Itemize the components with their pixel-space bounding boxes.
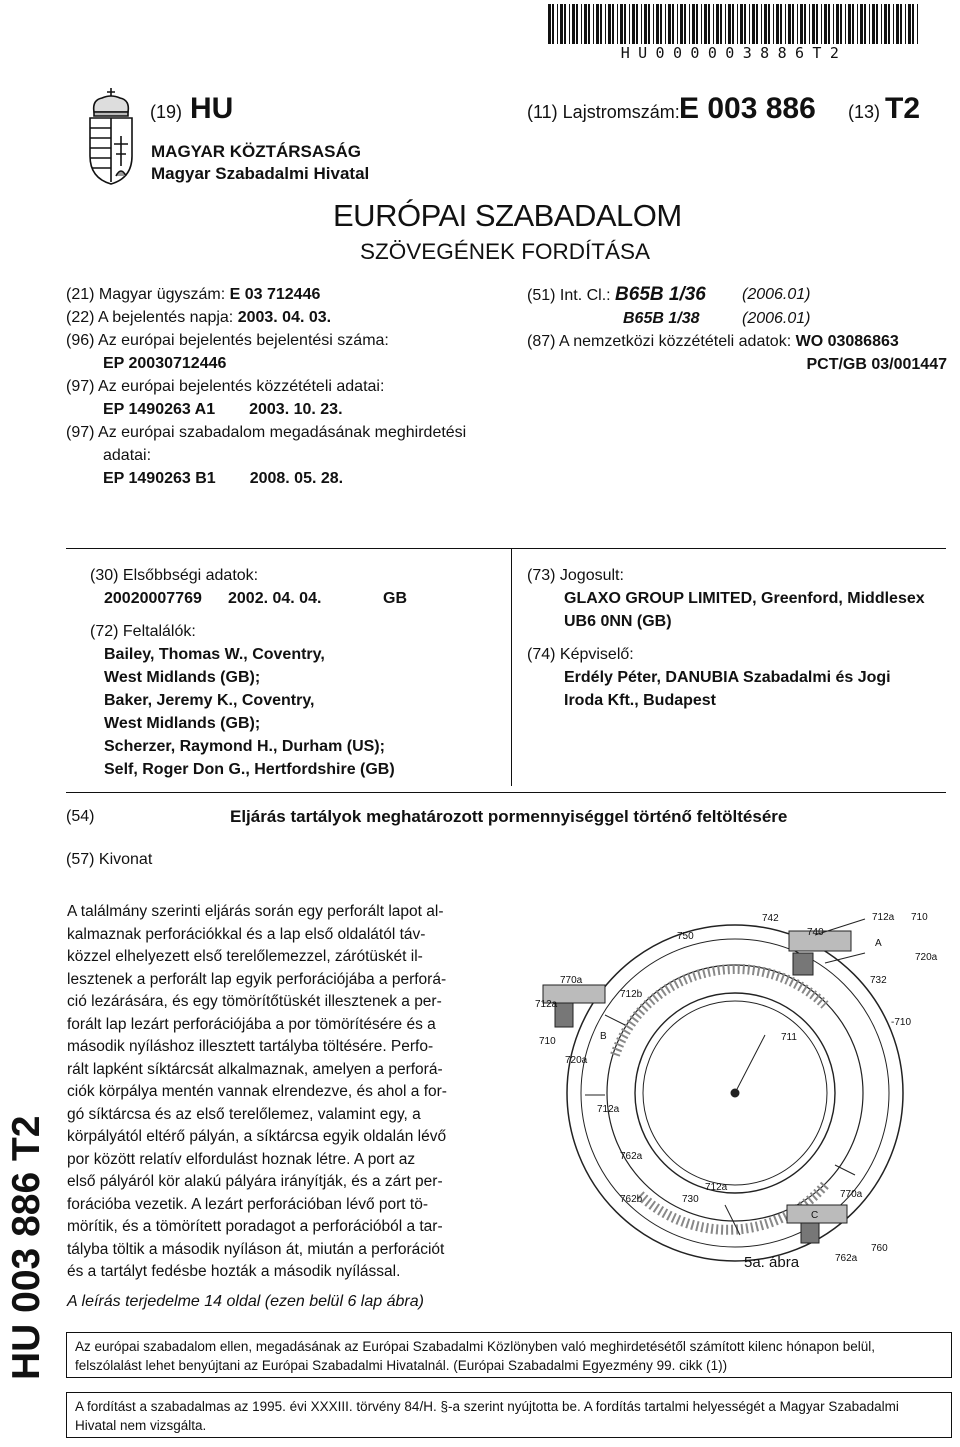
barcode-bar — [704, 4, 707, 44]
barcode-bar — [912, 4, 914, 44]
abstract-line: második nyíláshoz illesztett tartályba töltésére. Perfo- — [67, 1038, 434, 1055]
barcode-bar — [548, 4, 551, 44]
barcode-bar — [725, 4, 726, 44]
svg-text:762a: 762a — [835, 1253, 858, 1264]
svg-text:712a: 712a — [705, 1182, 728, 1193]
field-30-label: (30) Elsőbbségi adatok: — [90, 567, 259, 584]
barcode-bar — [660, 4, 662, 44]
svg-text:750: 750 — [677, 931, 694, 942]
barcode-bar — [900, 4, 902, 44]
svg-text:762b: 762b — [620, 1194, 643, 1205]
invention-title: Eljárás tartályok meghatározott pormennyiséggel történő feltöltésére — [230, 807, 788, 826]
barcode-bar — [708, 4, 710, 44]
extent-note: A leírás terjedelme 14 oldal (ezen belül 6 lap ábra) — [67, 1293, 424, 1310]
barcode-bar — [620, 4, 623, 44]
barcode-bar — [713, 4, 714, 44]
owner: GLAXO GROUP LIMITED, Greenford, Middlesex UB6 0NN (GB) — [564, 590, 925, 630]
barcode-bar — [744, 4, 746, 44]
barcode-bar — [581, 4, 582, 44]
parties-bottom-rule — [66, 792, 946, 793]
office-line-1: MAGYAR KÖZTÁRSASÁG — [151, 142, 361, 161]
barcode-text: HU000003886T2 — [620, 44, 848, 62]
barcode-bar — [689, 4, 690, 44]
barcode-bar — [785, 4, 786, 44]
svg-text:712a: 712a — [872, 912, 895, 923]
barcode-bar — [917, 4, 918, 44]
document-subtitle: SZÖVEGÉNEK FORDÍTÁSA — [360, 239, 651, 264]
inventor-line: West Midlands (GB); — [104, 715, 261, 732]
svg-text:762a: 762a — [620, 1151, 643, 1162]
svg-text:740: 740 — [807, 927, 824, 938]
inventors-list — [90, 643, 500, 781]
code13-label: (13) — [848, 102, 881, 122]
field-21: (21) Magyar ügyszám: E 03 712446 — [66, 286, 321, 303]
barcode — [548, 4, 920, 44]
barcode-bar — [593, 4, 594, 44]
kind-code: T2 — [885, 92, 921, 125]
abstract-line: közzel elhelyezett első terelőlemezzel, zárótüskét il- — [67, 948, 423, 965]
barcode-bar — [888, 4, 890, 44]
svg-text:712a: 712a — [535, 999, 558, 1010]
field-73-label: (73) Jogosult: — [527, 567, 624, 584]
inventor-line: Self, Roger Don G., Hertfordshire (GB) — [104, 761, 395, 778]
barcode-bar — [684, 4, 686, 44]
barcode-bar — [908, 4, 911, 44]
barcode-bar — [716, 4, 719, 44]
abstract-line: A találmány szerinti eljárás során egy perforált lapot al- — [67, 903, 444, 920]
barcode-bar — [893, 4, 894, 44]
barcode-bar — [636, 4, 638, 44]
barcode-bar — [821, 4, 822, 44]
barcode-bar — [569, 4, 570, 44]
field-30-value: 20020007769 2002. 04. 04. GB — [104, 590, 407, 607]
svg-text:-710: -710 — [891, 1017, 912, 1028]
inventor-line: Scherzer, Raymond H., Durham (US); — [104, 738, 385, 755]
barcode-bar — [692, 4, 695, 44]
barcode-bar — [576, 4, 578, 44]
barcode-bar — [852, 4, 854, 44]
barcode-bar — [848, 4, 851, 44]
svg-text:712a: 712a — [597, 1104, 620, 1115]
barcode-bar — [776, 4, 779, 44]
field-87-pct: PCT/GB 03/001447 — [806, 356, 947, 373]
barcode-bar — [824, 4, 827, 44]
barcode-bar — [756, 4, 758, 44]
barcode-bar — [896, 4, 899, 44]
priority-and-inventors — [90, 564, 500, 781]
svg-text:730: 730 — [682, 1194, 699, 1205]
barcode-bar — [752, 4, 755, 44]
svg-text:742: 742 — [762, 913, 779, 924]
abstract-line: körpályától eltérő pályán, a síktárcsa egyik oldalán lévő — [67, 1128, 447, 1145]
barcode-bar — [656, 4, 659, 44]
notice-translation: A fordítást a szabadalmas az 1995. évi XXXIII. törvény 84/H. §-a szerint nyújtotta be. A fordítás tartalmi helyességét a Magyar Szabadalmi Hivatal nem vizsgálta. — [66, 1392, 952, 1438]
barcode-bar — [764, 4, 767, 44]
abstract-line: forált lap lezárt perforációjába a por tömörítésére és a — [67, 1015, 436, 1033]
svg-text:711: 711 — [781, 1032, 797, 1043]
field-97b-label-1: (97) Az európai szabadalom megadásának meghirdetési — [66, 424, 467, 441]
field-96-value: EP 20030712446 — [103, 355, 227, 372]
barcode-bar — [836, 4, 839, 44]
barcode-bar — [872, 4, 875, 44]
barcode-bar — [797, 4, 798, 44]
abstract-line: ciók körpálya mentén vannak elrendezve, és ahol a for- — [67, 1083, 447, 1100]
barcode-bar — [812, 4, 815, 44]
abstract-line: por között relatív elfordulást hoznak létre. A port az — [67, 1150, 416, 1168]
barcode-bar — [560, 4, 563, 44]
field-74-label: (74) Képviselő: — [527, 646, 634, 663]
abstract-line: kalmaznak perforációkkal és a lap első oldalától táv- — [67, 925, 426, 943]
svg-text:710: 710 — [539, 1036, 556, 1047]
barcode-bar — [557, 4, 558, 44]
abstract-line: ció lezárására, és egy tömörítőtüskét illesztenek a per- — [67, 993, 442, 1010]
svg-text:720a: 720a — [565, 1055, 588, 1066]
barcode-bar — [788, 4, 791, 44]
abstract-line: lesztenek a perforált lap egyik perforációjába a perforá- — [67, 970, 447, 988]
barcode-bar — [672, 4, 674, 44]
field-54-label: (54) — [66, 808, 95, 825]
field-51-second: B65B 1/38 (2006.01) — [623, 310, 811, 327]
barcode-bar — [800, 4, 803, 44]
barcode-bar — [845, 4, 846, 44]
field-97a-value: EP 1490263 A1 2003. 10. 23. — [103, 401, 343, 418]
owner-and-agent — [527, 564, 947, 712]
svg-text:760: 760 — [871, 1243, 888, 1254]
barcode-bar — [648, 4, 650, 44]
abstract-line: és a tartályt fedésbe hozták a második nyílással. — [67, 1263, 401, 1280]
inventor-line: Baker, Jeremy K., Coventry, — [104, 692, 315, 709]
inventor-line: Bailey, Thomas W., Coventry, — [104, 646, 325, 663]
barcode-bar — [696, 4, 698, 44]
svg-text:710: 710 — [911, 912, 928, 923]
barcode-bar — [564, 4, 566, 44]
barcode-bar — [600, 4, 602, 44]
field-97b-value: EP 1490263 B1 2008. 05. 28. — [103, 470, 344, 487]
inventor-line: West Midlands (GB); — [104, 669, 261, 686]
barcode-bar — [605, 4, 606, 44]
barcode-bar — [792, 4, 794, 44]
field-22: (22) A bejelentés napja: 2003. 04. 03. — [66, 309, 332, 326]
barcode-bar — [644, 4, 647, 44]
svg-text:720a: 720a — [915, 952, 938, 963]
barcode-bar — [677, 4, 678, 44]
barcode-bar — [857, 4, 858, 44]
barcode-bar — [768, 4, 770, 44]
barcode-bar — [869, 4, 870, 44]
barcode-bar — [665, 4, 666, 44]
field-97a-label: (97) Az európai bejelentés közzétételi adatai: — [66, 378, 385, 395]
field-87: (87) A nemzetközi közzétételi adatok: WO 03086863 — [527, 333, 899, 350]
barcode-bar — [572, 4, 575, 44]
svg-text:732: 732 — [870, 975, 887, 986]
barcode-bar — [720, 4, 722, 44]
barcode-bar — [617, 4, 618, 44]
barcode-bar — [668, 4, 671, 44]
left-bibliographic-data — [66, 283, 506, 490]
barcode-bar — [596, 4, 599, 44]
registration-number: E 003 886 — [679, 92, 816, 125]
figure-caption: 5a. ábra — [744, 1254, 800, 1271]
field-97b-label-2: adatai: — [103, 447, 152, 464]
barcode-bar — [552, 4, 554, 44]
code19-label: (19) — [150, 102, 183, 122]
side-identifier-box — [4, 1115, 52, 1380]
document-title: EURÓPAI SZABADALOM — [333, 198, 682, 233]
barcode-bar — [804, 4, 806, 44]
barcode-bar — [864, 4, 866, 44]
barcode-bar — [728, 4, 731, 44]
barcode-bar — [653, 4, 654, 44]
svg-text:770a: 770a — [560, 975, 583, 986]
field-96-label: (96) Az európai bejelentés bejelentési száma: — [66, 332, 389, 349]
abstract-line: gó síktárcsa és az első terelőlemez, valamint egy, a — [67, 1105, 421, 1123]
coat-of-arms-logo — [80, 86, 142, 186]
barcode-bar — [905, 4, 906, 44]
abstract-line: rált lapként síktárcsát alkalmaznak, amelyen a perforá- — [67, 1060, 443, 1078]
barcode-bar — [809, 4, 810, 44]
barcode-bar — [701, 4, 702, 44]
barcode-bar — [740, 4, 743, 44]
barcode-bar — [632, 4, 635, 44]
parties-divider — [511, 548, 512, 786]
notice-opposition: Az európai szabadalom ellen, megadásának az Európai Szabadalmi Közlönyben való meghirdetésétől számított kilenc hónapon belül, felszólalást lehet benyújtani az Európai Szabadalmi Hivatalnál. (Európai Szabadalmi Egyezmény 99. cikk (1)) — [66, 1332, 952, 1378]
agent: Erdély Péter, DANUBIA Szabadalmi és Jogi Iroda Kft., Budapest — [564, 669, 891, 709]
barcode-bar — [828, 4, 830, 44]
field-51: (51) Int. Cl.: B65B 1/36 (2006.01) — [527, 284, 811, 305]
patent-figure-5a — [525, 905, 945, 1270]
barcode-bar — [761, 4, 762, 44]
barcode-bar — [641, 4, 642, 44]
abstract-line: forációba vezetik. A lezárt perforációban lévő port tö- — [67, 1195, 429, 1213]
barcode-bar — [833, 4, 834, 44]
barcode-bar — [881, 4, 882, 44]
abstract-line: mörítik, és a tömörített poradagot a perforációból a tar- — [67, 1218, 443, 1235]
field-72-label: (72) Feltalálók: — [90, 623, 196, 640]
barcode-bar — [816, 4, 818, 44]
abstract-line: tályba töltik a második nyíláson át, miután a perforációt — [67, 1240, 445, 1258]
barcode-bar — [737, 4, 738, 44]
side-identifier: HU 003 886 T2 — [5, 1115, 48, 1380]
svg-text:B: B — [600, 1031, 607, 1042]
barcode-bar — [884, 4, 887, 44]
barcode-bar — [584, 4, 587, 44]
barcode-bar — [588, 4, 590, 44]
field-57-label: (57) Kivonat — [66, 851, 153, 868]
parties-top-rule — [66, 548, 946, 549]
abstract-line: első pályáról kör alakú pályára irányítják, és a zárt per- — [67, 1173, 443, 1190]
barcode-bar — [680, 4, 683, 44]
svg-text:770a: 770a — [840, 1189, 863, 1200]
barcode-bar — [629, 4, 630, 44]
right-bibliographic-data — [527, 283, 947, 376]
office-line-2: Magyar Szabadalmi Hivatal — [151, 164, 370, 183]
abstract — [67, 901, 487, 1284]
barcode-bar — [624, 4, 626, 44]
barcode-bar — [732, 4, 734, 44]
barcode-bar — [612, 4, 614, 44]
barcode-bar — [773, 4, 774, 44]
svg-text:C: C — [811, 1210, 819, 1221]
barcode-bar — [840, 4, 842, 44]
barcode-bar — [860, 4, 863, 44]
barcode-bar — [608, 4, 611, 44]
barcode-bar — [780, 4, 782, 44]
svg-text:A: A — [875, 938, 882, 949]
code11-label: (11) Lajstromszám: — [527, 102, 680, 122]
country-code: HU — [190, 92, 234, 125]
barcode-bar — [876, 4, 878, 44]
barcode-bar — [749, 4, 750, 44]
svg-text:712b: 712b — [620, 989, 643, 1000]
